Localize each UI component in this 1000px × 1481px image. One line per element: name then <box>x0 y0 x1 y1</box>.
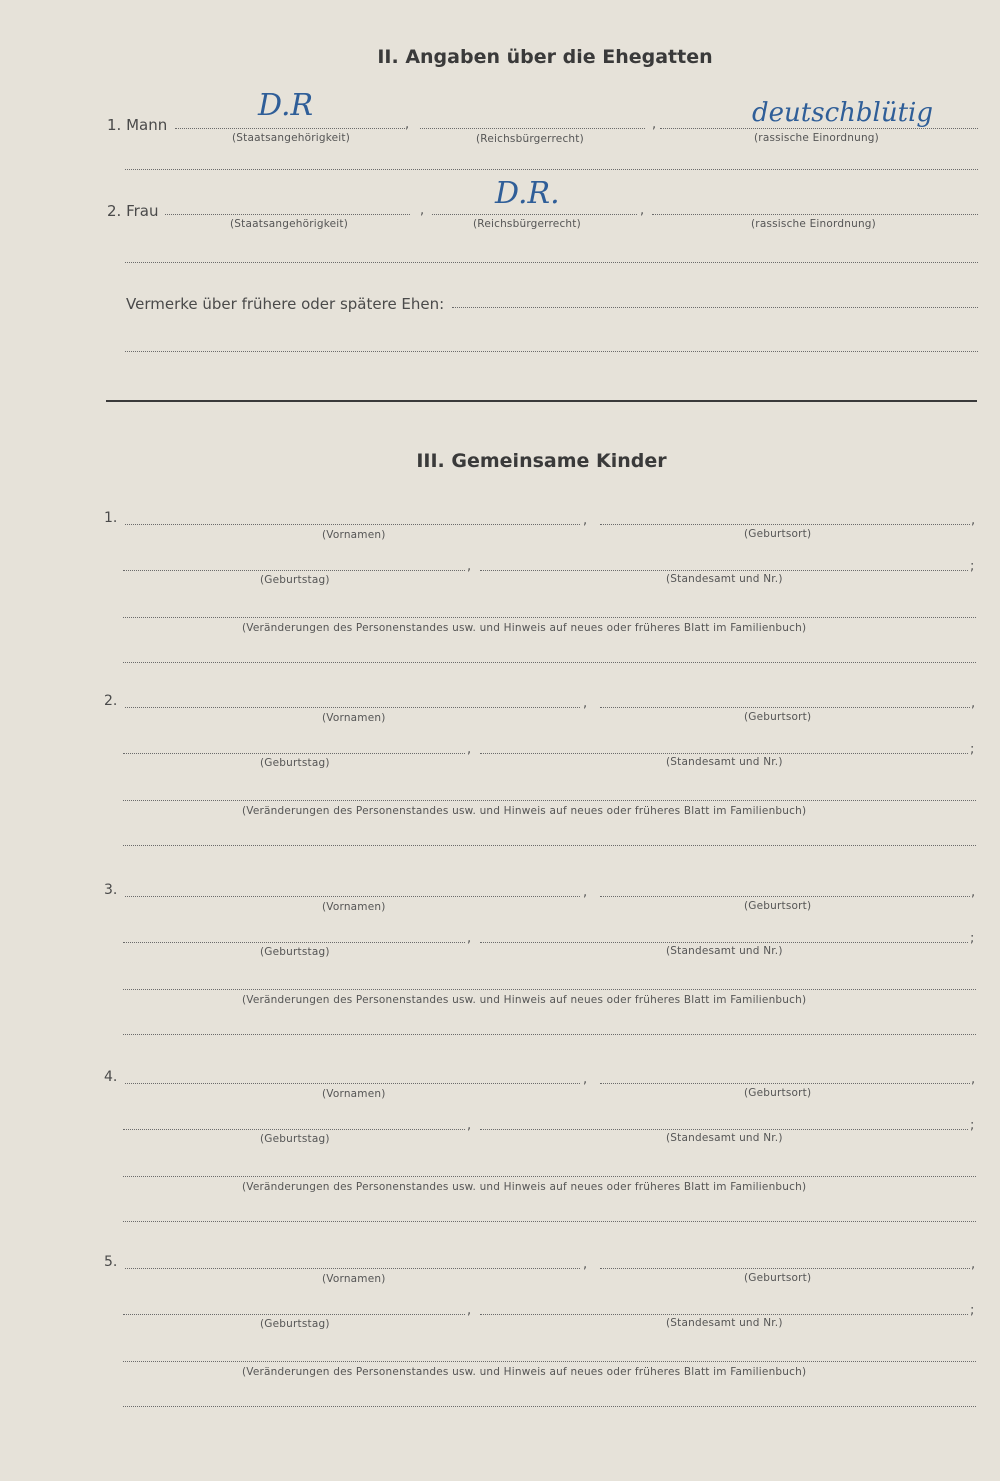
child-registry-caption: (Standesamt und Nr.) <box>666 756 783 768</box>
child-given-names-line <box>125 1083 580 1084</box>
comma: , <box>640 203 645 218</box>
child-changes-caption: (Veränderungen des Personenstandes usw. und Hinweis auf neues oder früheres Blatt im Familienbuch) <box>242 1181 807 1193</box>
child-given-names-line <box>125 524 580 525</box>
comma: , <box>583 885 588 900</box>
comma: , <box>405 117 410 132</box>
child-birthdate-caption: (Geburtstag) <box>260 1133 330 1145</box>
child-given-names-line <box>125 1268 580 1269</box>
child-changes-caption: (Veränderungen des Personenstandes usw. und Hinweis auf neues oder früheres Blatt im Familienbuch) <box>242 622 807 634</box>
child-changes-line <box>123 800 976 801</box>
child-birthplace-caption: (Geburtsort) <box>744 711 812 723</box>
husband-citizenship-line <box>420 128 645 129</box>
comma: , <box>971 696 976 711</box>
wife-label: 2. Frau <box>107 202 159 220</box>
child-given-names-line <box>125 896 580 897</box>
child-registry-line <box>480 942 968 943</box>
child-birthplace-line <box>600 1083 970 1084</box>
comma: , <box>467 559 472 574</box>
comma: , <box>583 513 588 528</box>
child-birthplace-line <box>600 896 970 897</box>
husband-extra-line <box>125 169 978 170</box>
husband-racial-caption: (rassische Einordnung) <box>754 132 879 144</box>
comma: , <box>583 696 588 711</box>
child-birthplace-line <box>600 524 970 525</box>
child-birthdate-caption: (Geburtstag) <box>260 757 330 769</box>
child-given-names-line <box>125 707 580 708</box>
marriage-notes-line-1 <box>452 307 978 308</box>
wife-racial-line <box>652 214 978 215</box>
semicolon: ; <box>970 742 975 757</box>
marriage-notes-label: Vermerke über frühere oder spätere Ehen: <box>126 295 445 313</box>
child-registry-line <box>480 1129 968 1130</box>
child-number: 5. <box>104 1254 118 1270</box>
semicolon: ; <box>970 931 975 946</box>
child-birthdate-caption: (Geburtstag) <box>260 1318 330 1330</box>
semicolon: ; <box>970 1303 975 1318</box>
comma: , <box>467 1303 472 1318</box>
wife-racial-caption: (rassische Einordnung) <box>751 218 876 230</box>
child-changes-caption: (Veränderungen des Personenstandes usw. und Hinweis auf neues oder früheres Blatt im Familienbuch) <box>242 805 807 817</box>
child-birthdate-caption: (Geburtstag) <box>260 574 330 586</box>
child-birthdate-line <box>123 942 465 943</box>
comma: , <box>652 117 657 132</box>
spouses-heading: II. Angaben über die Ehegatten <box>377 46 713 68</box>
child-birthplace-line <box>600 707 970 708</box>
child-registry-caption: (Standesamt und Nr.) <box>666 945 783 957</box>
child-changes-line <box>123 989 976 990</box>
wife-citizenship-line <box>432 214 637 215</box>
child-extra-line <box>123 845 976 846</box>
child-registry-line <box>480 570 968 571</box>
child-given-names-caption: (Vornamen) <box>322 1273 386 1285</box>
child-changes-line <box>123 1176 976 1177</box>
comma: , <box>467 931 472 946</box>
husband-racial-handwriting: deutschblütig <box>752 98 933 128</box>
husband-label: 1. Mann <box>107 116 168 134</box>
child-extra-line <box>123 1034 976 1035</box>
child-number: 2. <box>104 693 118 709</box>
child-birthplace-caption: (Geburtsort) <box>744 900 812 912</box>
child-number: 3. <box>104 882 118 898</box>
child-registry-caption: (Standesamt und Nr.) <box>666 1132 783 1144</box>
semicolon: ; <box>970 559 975 574</box>
child-number: 4. <box>104 1069 118 1085</box>
wife-extra-line <box>125 262 978 263</box>
child-birthdate-caption: (Geburtstag) <box>260 946 330 958</box>
child-extra-line <box>123 1406 976 1407</box>
comma: , <box>971 1072 976 1087</box>
child-changes-caption: (Veränderungen des Personenstandes usw. und Hinweis auf neues oder früheres Blatt im Familienbuch) <box>242 1366 807 1378</box>
child-birthdate-line <box>123 570 465 571</box>
comma: , <box>971 885 976 900</box>
child-birthplace-caption: (Geburtsort) <box>744 528 812 540</box>
child-birthplace-line <box>600 1268 970 1269</box>
child-birthplace-caption: (Geburtsort) <box>744 1087 812 1099</box>
husband-nationality-handwriting: D.R <box>258 88 314 123</box>
comma: , <box>467 742 472 757</box>
child-registry-caption: (Standesamt und Nr.) <box>666 573 783 585</box>
child-given-names-caption: (Vornamen) <box>322 712 386 724</box>
comma: , <box>583 1072 588 1087</box>
semicolon: ; <box>970 1118 975 1133</box>
section-divider <box>106 400 977 402</box>
wife-citizenship-caption: (Reichsbürgerrecht) <box>473 218 581 230</box>
children-heading: III. Gemeinsame Kinder <box>416 450 667 472</box>
child-given-names-caption: (Vornamen) <box>322 529 386 541</box>
child-birthdate-line <box>123 753 465 754</box>
wife-nationality-caption: (Staatsangehörigkeit) <box>230 218 349 230</box>
comma: , <box>971 1257 976 1272</box>
child-extra-line <box>123 662 976 663</box>
child-given-names-caption: (Vornamen) <box>322 1088 386 1100</box>
child-extra-line <box>123 1221 976 1222</box>
child-changes-line <box>123 617 976 618</box>
child-number: 1. <box>104 510 118 526</box>
child-given-names-caption: (Vornamen) <box>322 901 386 913</box>
husband-citizenship-caption: (Reichsbürgerrecht) <box>476 133 584 145</box>
comma: , <box>583 1257 588 1272</box>
husband-nationality-caption: (Staatsangehörigkeit) <box>232 132 351 144</box>
child-birthdate-line <box>123 1129 465 1130</box>
child-birthplace-caption: (Geburtsort) <box>744 1272 812 1284</box>
wife-nationality-line <box>165 214 410 215</box>
husband-racial-line <box>660 128 978 129</box>
marriage-notes-line-2 <box>125 351 978 352</box>
wife-citizenship-handwriting: D.R. <box>495 176 560 211</box>
child-changes-line <box>123 1361 976 1362</box>
child-registry-line <box>480 753 968 754</box>
husband-nationality-line <box>175 128 405 129</box>
comma: , <box>467 1118 472 1133</box>
child-registry-caption: (Standesamt und Nr.) <box>666 1317 783 1329</box>
child-registry-line <box>480 1314 968 1315</box>
child-changes-caption: (Veränderungen des Personenstandes usw. und Hinweis auf neues oder früheres Blatt im Familienbuch) <box>242 994 807 1006</box>
comma: , <box>971 513 976 528</box>
comma: , <box>420 203 425 218</box>
child-birthdate-line <box>123 1314 465 1315</box>
